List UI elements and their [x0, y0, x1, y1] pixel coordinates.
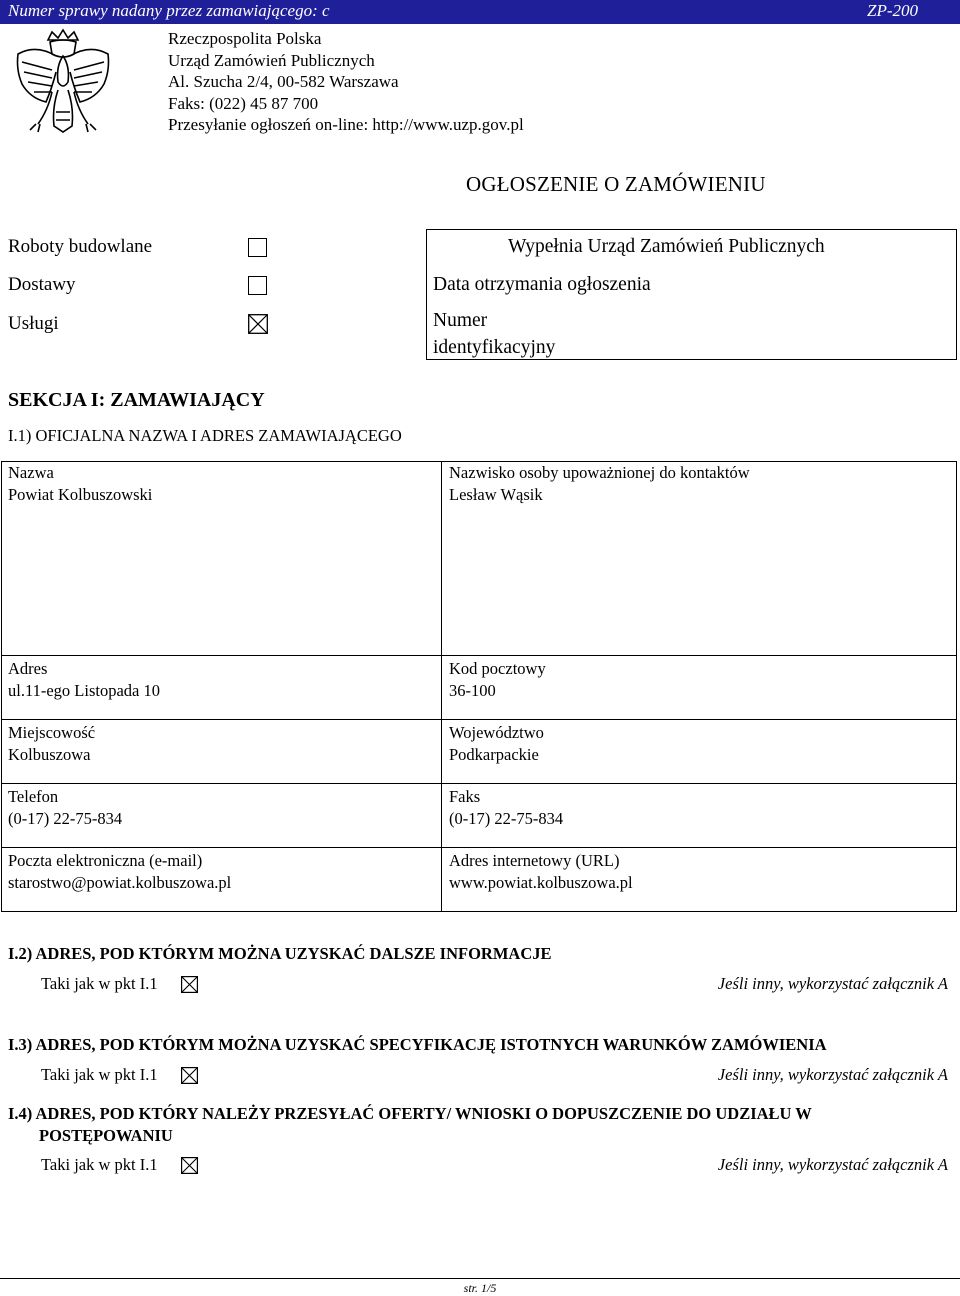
field-label: Miejscowość: [8, 723, 96, 742]
table-divider: [1, 719, 957, 720]
field-value: starostwo@powiat.kolbuszowa.pl: [8, 872, 232, 892]
phone-cell: [8, 786, 122, 829]
same-as-label: Taki jak w pkt I.1: [41, 1065, 158, 1084]
field-label: Nazwisko osoby upoważnionej do kontaktów: [449, 463, 750, 482]
field-label: Województwo: [449, 723, 544, 742]
field-value: www.powiat.kolbuszowa.pl: [449, 872, 633, 892]
issuer-line: Rzeczpospolita Polska: [168, 29, 322, 48]
form-code: ZP-200: [867, 1, 918, 20]
case-number-label: Numer sprawy nadany przez zamawiającego: c: [8, 1, 330, 20]
field-value: Kolbuszowa: [8, 744, 91, 764]
field-value: (0-17) 22-75-834: [449, 808, 564, 828]
city-cell: [8, 722, 95, 765]
attachment-note: Jeśli inny, wykorzystać załącznik A: [717, 1065, 948, 1084]
subsection-title-continued: POSTĘPOWANIU: [39, 1126, 173, 1145]
page-number: str. 1/5: [463, 1281, 497, 1295]
footer-divider: [0, 1278, 960, 1279]
field-label: Poczta elektroniczna (e-mail): [8, 851, 203, 870]
table-divider: [1, 847, 957, 848]
header-bar: [0, 0, 960, 24]
field-value: Powiat Kolbuszowski: [8, 484, 153, 504]
attachment-note: Jeśli inny, wykorzystać załącznik A: [717, 974, 948, 993]
field-label: Adres internetowy (URL): [449, 851, 620, 870]
subsection-title: I.1) OFICJALNA NAZWA I ADRES ZAMAWIAJĄCEGO: [8, 426, 402, 445]
field-label: Kod pocztowy: [449, 659, 546, 678]
id-number-label: Numer identyfikacyjny: [433, 310, 556, 358]
fax-cell: [449, 786, 563, 829]
attachment-note: Jeśli inny, wykorzystać załącznik A: [717, 1155, 948, 1174]
field-label: Telefon: [8, 787, 59, 806]
name-cell: [8, 462, 152, 505]
receipt-date-label: Data otrzymania ogłoszenia: [433, 274, 651, 295]
field-label: Nazwa: [8, 463, 54, 482]
checked-checkbox-icon[interactable]: [181, 1157, 198, 1174]
field-value: ul.11-ego Listopada 10: [8, 680, 160, 700]
contract-type-label: Usługi: [8, 313, 59, 334]
field-label: Faks: [449, 787, 481, 806]
field-value: (0-17) 22-75-834: [8, 808, 123, 828]
section-title: SEKCJA I: ZAMAWIAJĄCY: [8, 389, 265, 411]
field-value: Podkarpackie: [449, 744, 539, 764]
subsection-title: I.2) ADRES, POD KTÓRYM MOŻNA UZYSKAĆ DALSZE INFORMACJE: [8, 944, 552, 963]
field-value: 36-100: [449, 680, 496, 700]
contract-type-label: Dostawy: [8, 274, 76, 295]
issuer-line: Przesyłanie ogłoszeń on-line: http://www.uzp.gov.pl: [168, 115, 524, 134]
uzp-heading: Wypełnia Urząd Zamówień Publicznych: [508, 236, 825, 257]
url-cell: [449, 850, 633, 893]
contract-type-label: Roboty budowlane: [8, 236, 153, 257]
same-as-label: Taki jak w pkt I.1: [41, 1155, 158, 1174]
same-as-label: Taki jak w pkt I.1: [41, 974, 158, 993]
page-title: OGŁOSZENIE O ZAMÓWIENIU: [466, 172, 766, 196]
contract-type-checkbox[interactable]: [248, 238, 267, 257]
checked-checkbox-icon[interactable]: [181, 976, 198, 993]
province-cell: [449, 722, 544, 765]
subsection-title: I.3) ADRES, POD KTÓRYM MOŻNA UZYSKAĆ SPECYFIKACJĘ ISTOTNYCH WARUNKÓW ZAMÓWIENIA: [8, 1035, 827, 1054]
issuer-line: Al. Szucha 2/4, 00-582 Warszawa: [168, 72, 399, 91]
checked-checkbox-icon[interactable]: [248, 314, 268, 334]
subsection-title: I.4) ADRES, POD KTÓRY NALEŻY PRZESYŁAĆ OFERTY/ WNIOSKI O DOPUSZCZENIE DO UDZIAŁU W: [8, 1104, 812, 1123]
contact-cell: [449, 462, 750, 505]
postal-code-cell: [449, 658, 546, 701]
eagle-emblem-icon: [12, 26, 114, 134]
issuer-line: Faks: (022) 45 87 700: [168, 93, 319, 113]
field-label: Adres: [8, 659, 48, 678]
checked-checkbox-icon[interactable]: [181, 1067, 198, 1084]
table-divider: [1, 655, 957, 656]
contract-type-checkbox[interactable]: [248, 276, 267, 295]
email-cell: [8, 850, 231, 893]
table-divider: [441, 461, 442, 912]
field-value: Lesław Wąsik: [449, 484, 543, 504]
table-divider: [1, 783, 957, 784]
issuer-address: [168, 28, 524, 136]
address-cell: [8, 658, 160, 701]
issuer-line: Urząd Zamówień Publicznych: [168, 50, 375, 70]
